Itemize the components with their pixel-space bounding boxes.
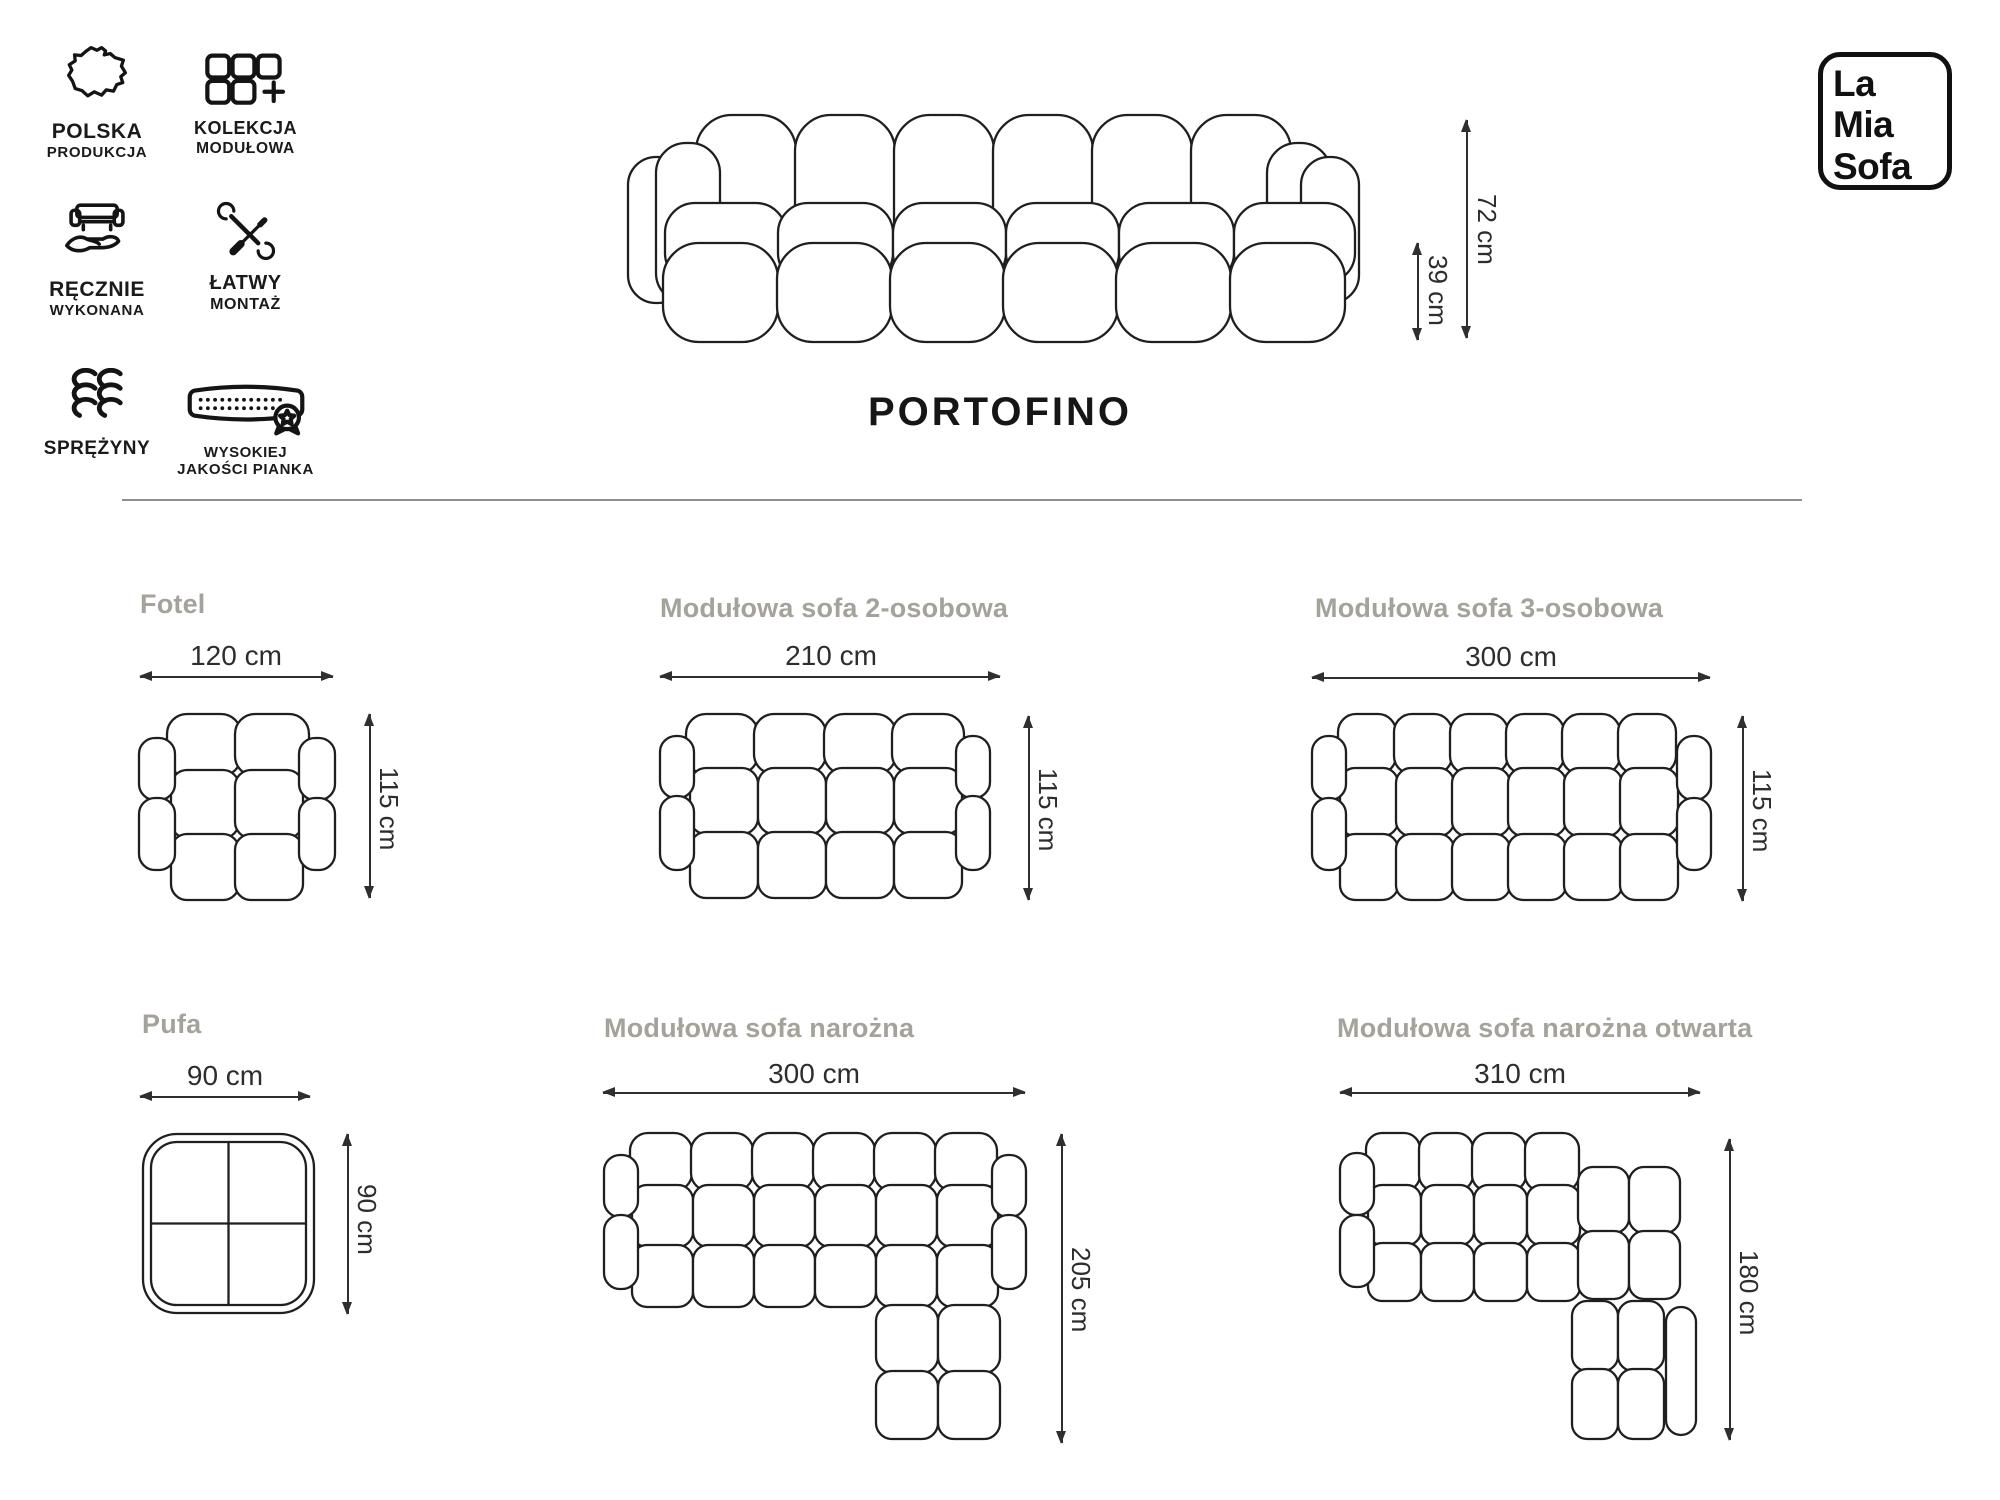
feature-title: WYSOKIEJ: [203, 444, 288, 461]
variant-title-sofa-3: Modułowa sofa 3-osobowa: [1315, 593, 1664, 623]
narozna-topview-drawing: [602, 1131, 1028, 1442]
depth-dim-arrow: [1061, 1134, 1063, 1443]
feature-polska-produkcja: [22, 40, 172, 163]
brand-line: La: [1833, 63, 1876, 104]
brand-line: Mia: [1833, 104, 1894, 146]
width-dim-arrow: [1340, 1092, 1700, 1094]
feature-wysokiej-jakosci-pianka: [158, 382, 333, 480]
section-divider: [122, 499, 1802, 501]
sofa-front-illustration: [626, 95, 1361, 345]
feature-subtitle: JAKOŚCI PIANKA: [177, 461, 314, 479]
total-height-dim-arrow: [1466, 120, 1468, 338]
feature-kolekcja-modulowa: [168, 50, 323, 158]
variant-title-narozna-otwarta: Modułowa sofa narożna otwarta: [1337, 1013, 1753, 1043]
depth-dim-label: 180 cm: [1734, 1250, 1764, 1336]
variant-title-sofa-2: Modułowa sofa 2-osobowa: [660, 593, 1009, 623]
feature-sprezyny: [22, 368, 172, 460]
modular-collection-icon: [204, 50, 288, 110]
feature-subtitle: PRODUKCJA: [46, 144, 148, 162]
variant-title-fotel: Fotel: [140, 589, 206, 619]
width-dim-label: 310 cm: [1474, 1058, 1566, 1089]
width-dim-label: 120 cm: [190, 640, 282, 671]
width-dim-arrow: [140, 1096, 310, 1098]
width-dim-label: 90 cm: [186, 1060, 264, 1091]
width-dim-arrow: [140, 676, 333, 678]
seat-height-dim-arrow: [1417, 243, 1419, 340]
feature-title: ŁATWY: [209, 272, 282, 294]
width-dim-arrow: [660, 676, 1000, 678]
width-dim-label: 300 cm: [768, 1058, 860, 1089]
width-dim-arrow: [603, 1092, 1025, 1094]
feature-subtitle: WYKONANA: [49, 302, 145, 320]
depth-dim-arrow: [369, 714, 371, 898]
depth-dim-arrow: [1742, 716, 1744, 901]
depth-dim-label: 90 cm: [352, 1184, 382, 1255]
product-name: PORTOFINO: [867, 390, 1133, 434]
feature-title: RĘCZNIE: [49, 278, 145, 301]
depth-dim-arrow: [1729, 1139, 1731, 1440]
brand-logo: [1818, 52, 1952, 190]
pufa-topview-drawing: [140, 1131, 317, 1316]
handmade-icon: [61, 198, 133, 270]
feature-subtitle: MODUŁOWA: [196, 139, 295, 157]
narozna-otwarta-topview-drawing: [1338, 1131, 1706, 1444]
seat-height-dim-label: 39 cm: [1423, 255, 1453, 326]
depth-dim-arrow: [1028, 716, 1030, 900]
total-height-dim-label: 72 cm: [1472, 194, 1502, 265]
feature-title: SPRĘŻYNY: [43, 438, 151, 459]
poland-map-icon: [64, 40, 130, 112]
width-dim-arrow: [1312, 677, 1710, 679]
feature-latwy-montaz: [168, 198, 323, 315]
depth-dim-label: 115 cm: [1747, 769, 1777, 853]
width-dim-label: 210 cm: [785, 640, 877, 671]
springs-icon: [66, 368, 128, 430]
feature-subtitle: MONTAŻ: [210, 296, 281, 313]
feature-recznie-wykonana: [22, 198, 172, 321]
depth-dim-label: 205 cm: [1066, 1247, 1096, 1333]
variant-title-pufa: Pufa: [142, 1009, 202, 1039]
foam-quality-icon: [183, 382, 309, 436]
feature-title: KOLEKCJA: [193, 118, 297, 138]
depth-dim-arrow: [347, 1134, 349, 1314]
feature-title: POLSKA: [51, 120, 143, 143]
depth-dim-label: 115 cm: [1033, 768, 1063, 852]
width-dim-label: 300 cm: [1465, 641, 1557, 672]
variant-title-narozna: Modułowa sofa narożna: [604, 1013, 915, 1043]
fotel-topview-drawing: [137, 712, 337, 902]
sofa-3-topview-drawing: [1310, 712, 1713, 902]
easy-assembly-icon: [214, 198, 278, 264]
brand-line: Sofa: [1833, 145, 1912, 187]
sofa-2-topview-drawing: [658, 712, 992, 900]
depth-dim-label: 115 cm: [374, 767, 404, 851]
